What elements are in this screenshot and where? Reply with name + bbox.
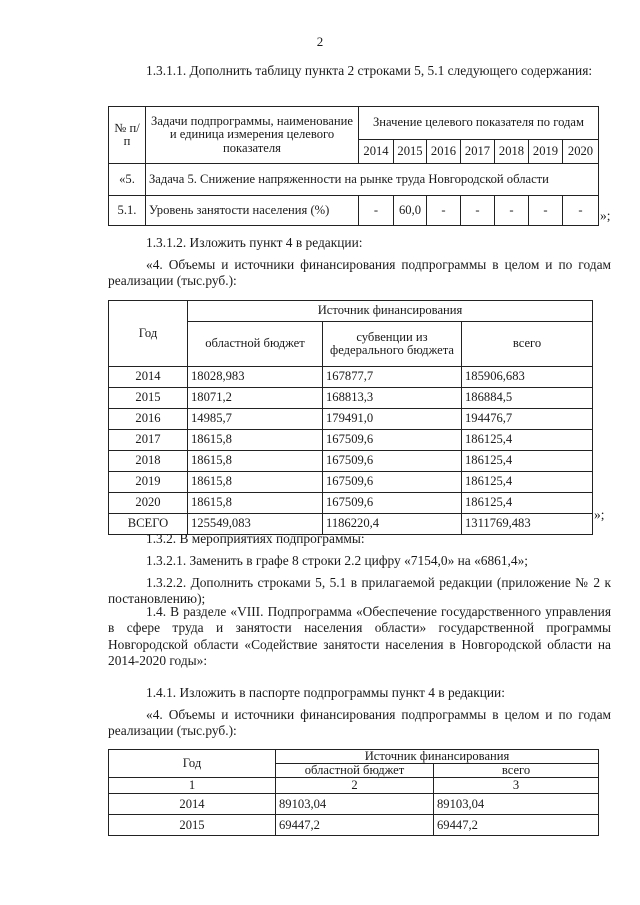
cell-regional: 89103,04 [276,794,434,815]
page-number: 2 [316,34,324,49]
funding-table-2 [108,749,599,836]
cell-year: 2014 [109,794,276,815]
paragraph-funding-4: «4. Объемы и источники финансирования подпрограммы в целом и по годам реализации (тыс.руб.): [108,257,611,289]
cell-federal: 1186220,4 [323,514,462,535]
paragraph-1-4: 1.4. В разделе «VIII. Подпрограмма «Обеспечение государственного управления в сфере труда и занятости населения области» государственной программы Новгородской области «Содействие занятости населения в Новгородской области на 2014-2020 годы»: [108,604,611,669]
header-funding-source: Источник финансирования [276,750,599,764]
cell-total: 186125,4 [462,430,593,451]
indicator-value: - [359,196,394,226]
header-year: 2015 [394,140,427,164]
header-year: 2018 [495,140,529,164]
cell-regional: 18028,983 [188,367,323,388]
header-indicator-value: Значение целевого показателя по годам [359,107,599,140]
cell-total: 186125,4 [462,451,593,472]
table-row [109,794,599,815]
header-year: 2020 [563,140,599,164]
column-index: 2 [276,778,434,794]
header-year: 2019 [529,140,563,164]
cell-regional: 18615,8 [188,451,323,472]
cell-total: 186125,4 [462,493,593,514]
row-number: «5. [109,164,146,196]
header-task: Задачи подпрограммы, наименование и единица измерения целевого показателя [146,107,359,164]
cell-federal: 167509,6 [323,472,462,493]
cell-regional: 18615,8 [188,472,323,493]
paragraph-1-3-1-1: 1.3.1.1. Дополнить таблицу пункта 2 строками 5, 5.1 следующего содержания: [146,63,593,78]
target-indicators-table [108,106,599,226]
table-row [109,409,593,430]
cell-regional: 18071,2 [188,388,323,409]
cell-total: 194476,7 [462,409,593,430]
indicator-value: - [495,196,529,226]
table1-closing-quote: »; [600,208,611,223]
cell-year: 2016 [109,409,188,430]
header-regional-budget: областной бюджет [276,764,434,778]
cell-year: ВСЕГО [109,514,188,535]
table-row [109,451,593,472]
cell-federal: 179491,0 [323,409,462,430]
cell-federal: 167509,6 [323,451,462,472]
column-index-row [109,778,599,794]
cell-total: 186125,4 [462,472,593,493]
row-number: 5.1. [109,196,146,226]
cell-total: 185906,683 [462,367,593,388]
paragraph-1-3-2-2: 1.3.2.2. Дополнить строками 5, 5.1 в прилагаемой редакции (приложение № 2 к постановлению); [108,575,611,607]
cell-federal: 168813,3 [323,388,462,409]
table-row [109,815,599,836]
cell-total: 69447,2 [434,815,599,836]
indicator-value: - [461,196,495,226]
cell-total: 1311769,483 [462,514,593,535]
cell-federal: 167509,6 [323,493,462,514]
table-row [109,493,593,514]
header-total: всего [434,764,599,778]
header-number: № п/п [109,107,146,164]
cell-federal: 167877,7 [323,367,462,388]
cell-total: 186884,5 [462,388,593,409]
indicator-name: Уровень занятости населения (%) [146,196,359,226]
cell-federal: 167509,6 [323,430,462,451]
column-index: 1 [109,778,276,794]
task-5-text: Задача 5. Снижение напряженности на рынке труда Новгородской области [146,164,599,196]
header-year: 2017 [461,140,495,164]
header-year: Год [109,301,188,367]
cell-regional: 69447,2 [276,815,434,836]
cell-total: 89103,04 [434,794,599,815]
paragraph-funding-4b: «4. Объемы и источники финансирования подпрограммы в целом и по годам реализации (тыс.руб.): [108,707,611,739]
table-row [109,388,593,409]
indicator-value: - [427,196,461,226]
header-total: всего [462,322,593,367]
table-row [109,367,593,388]
cell-regional: 18615,8 [188,493,323,514]
header-year: 2016 [427,140,461,164]
header-regional-budget: областной бюджет [188,322,323,367]
cell-regional: 14985,7 [188,409,323,430]
cell-year: 2020 [109,493,188,514]
cell-year: 2015 [109,388,188,409]
cell-regional: 18615,8 [188,430,323,451]
table-row [109,430,593,451]
paragraph-1-4-1: 1.4.1. Изложить в паспорте подпрограммы пункт 4 в редакции: [146,685,505,700]
cell-year: 2019 [109,472,188,493]
funding-table [108,300,593,535]
cell-year: 2014 [109,367,188,388]
paragraph-1-3-2-1: 1.3.2.1. Заменить в графе 8 строки 2.2 цифру «7154,0» на «6861,4»; [146,553,529,568]
cell-year: 2017 [109,430,188,451]
cell-year: 2015 [109,815,276,836]
column-index: 3 [434,778,599,794]
header-year: Год [109,750,276,778]
indicator-value: - [563,196,599,226]
table2-closing-quote: »; [594,507,605,522]
indicator-value: 60,0 [394,196,427,226]
header-year: 2014 [359,140,394,164]
cell-regional: 125549,083 [188,514,323,535]
indicator-value: - [529,196,563,226]
paragraph-1-3-1-2: 1.3.1.2. Изложить пункт 4 в редакции: [146,235,363,250]
header-funding-source: Источник финансирования [188,301,593,322]
table-row [109,472,593,493]
header-federal-subventions: субвенции из федерального бюджета [323,322,462,367]
cell-year: 2018 [109,451,188,472]
paragraph-1-3-2: 1.3.2. В мероприятиях подпрограммы: [146,531,365,546]
